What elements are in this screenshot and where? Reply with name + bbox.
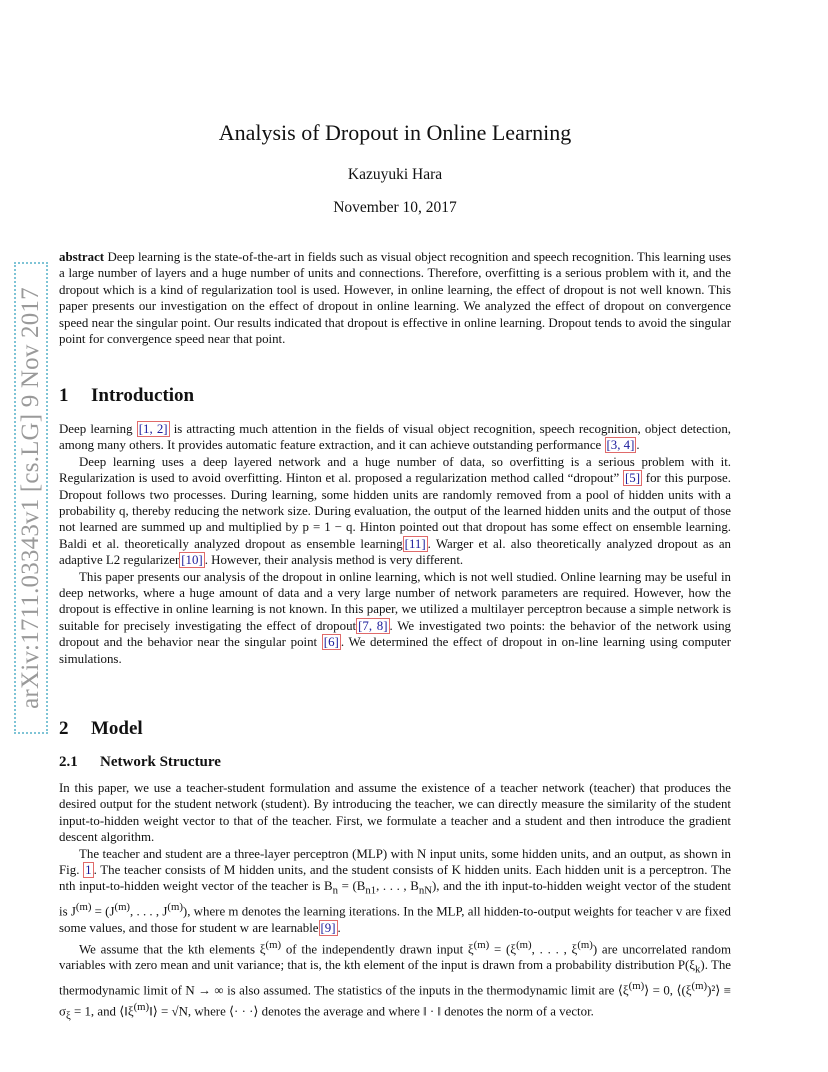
citation-link[interactable]: [10] [181,553,203,568]
abstract-label: abstract [59,250,105,264]
text-run: We assume that the kth elements ξ [79,941,266,956]
arxiv-stamp [8,262,54,734]
text-run: . Warger et al. also theoretically analyzed dropout as an adaptive L2 regularizer [59,536,731,568]
introduction-body [59,421,731,667]
text-run: Deep learning [59,422,137,436]
text-run: = (J [91,904,115,919]
text-run: of the independently drawn input ξ [281,941,474,956]
model-paragraph-3: We assume that the kth elements $\xi^{(m)}$ of the independently drawn input $\xi^{(m)} = (\xi^{(m)}$, . . . , $\xi^{(m)}$) are uncorrelated random variables with zero mean and unit variance; that is, the kth element of the input is drawn from a probability distribution $P(\xi_k)$. The thermodynamic limit of N → ∞ is also assumed. The statistics of the inputs in the thermodynamic limit are $⟨\xi^{(m)}⟩ = 0$, $⟨(\xi^{(m)})^2⟩ \equiv \sigma_\xi = 1$, and $⟨‖\xi^{(m)}‖⟩ = √N$, where ⟨· · ·⟩ denotes the average and where ‖ · ‖ denotes the norm of a vector. [59,938,732,1022]
model-paragraph-1: In this paper, we use a teacher-student formulation and assume the existence of a teacher network (teacher) that produces the desired output for the student network (student). By introducing the teacher, we can directly measure the similarity of the student input-to-hidden weight vector to that of the teacher. First, we formulate a teacher and a student and then introduce the gradient descent algorithm. [59,781,731,845]
subsection-heading-network-structure [59,754,221,771]
model-body [59,780,731,1024]
text-run: . [337,921,341,936]
abstract-block [59,249,731,347]
text-run: = (ξ [489,941,517,956]
citation-link[interactable]: [6] [323,635,339,650]
text-run: , . . . , B [376,879,419,894]
text-run: ), and the ith input-to-hidden weight vector of the student is J [59,879,732,919]
text-run: . The teacher consists of M hidden units, and the student consists of K hidden units. Each hidden unit is a perceptron. The nth input-to-hidden weight vector of the teacher is B [59,863,731,894]
text-run: , . . . , ξ [531,941,578,956]
intro-paragraph-2 [59,454,731,569]
arxiv-stamp-text: arXiv:1711.03343v1 [cs.LG] 9 Nov 2017 [17,287,44,709]
paper-title: Analysis of Dropout in Online Learning [218,120,572,145]
text-run: ) are uncorrelated random variables with zero mean and unit variance; that is, the kth element of the input is drawn from a probability distribution P(ξ [59,941,731,973]
abstract-text: Deep learning is the state-of-the-art in fields such as visual object recognition and speech recognition. This learning uses a large number of layers and a huge number of units and connections. Therefore, overfitting is a serious problem with it, and the dropout which is a kind of regularization tool is used. However, in online learning, the effect of dropout is not well known. This paper presents our investigation on the effect of dropout in online learning. We analyzed the effect of dropout on convergence speed near the singular point. Our results indicated that dropout is effective in online learning. Dropout tends to avoid the singular point for convergence speed near that point. [59,250,731,347]
text-run: = 1, and ⟨‖ξ [70,1004,134,1019]
text-run: This paper presents our analysis of the dropout in online learning, which is not well studied. Online learning may be useful in deep networks, where a huge amount of data and a very large number of network parameters are required. However, how the dropout is effective in online learning is not known. In this paper, we utilized a multilayer perceptron because a simple network is suitable for precisely investigating the effect of dropout [59,569,731,633]
text-run: ‖⟩ = √N, where ⟨· · ·⟩ denotes the average and where ‖ · ‖ denotes the norm of a vector. [149,1004,594,1019]
text-run: ), where m denotes the learning iterations. In the MLP, all hidden-to-output weights for teacher v are fixed some values, and those for student w are learnable [59,904,732,936]
text-run: )²⟩ ≡ σ [59,983,731,1019]
section-heading-model [59,718,143,740]
section-heading-introduction [59,385,194,407]
text-run: is attracting much attention in the fields of visual object recognition, speech recognition, object detection, among many others. It provides automatic feature extraction, and it can achieve outstanding performance [59,422,731,453]
section-title: Introduction [91,385,195,406]
text-run: Deep learning uses a deep layered network and a huge number of data, so overfitting is a serious problem with it. Regularization is used to avoid overfitting. Hinton et al. proposed a regularization method called “dropout” [59,454,731,486]
figure-link[interactable]: 1 [85,863,92,878]
paper-author: Kazuyuki Hara [347,166,443,183]
section-number: 1 [59,385,69,406]
citation-link[interactable]: [9] [320,921,336,936]
paper-date: November 10, 2017 [333,199,457,216]
citation-link[interactable]: [7, 8] [358,618,388,633]
subsection-title: Network Structure [100,754,221,770]
intro-paragraph-1 [59,421,731,454]
subsection-number: 2.1 [59,754,78,770]
text-run: . We investigated two points: the behavior of the network using dropout and the behavior near the singular point [59,618,731,650]
text-run: . However, their analysis method is very different. [204,553,464,568]
citation-link[interactable]: [3, 4] [606,438,635,453]
citation-link[interactable]: [1, 2] [138,422,168,436]
model-paragraph-2: The teacher and student are a three-layer perceptron (MLP) with N input units, some hidden units, and an output, as shown in Fig. 1 . The teacher consists of M hidden units, and the student consists of K hidden units. Each hidden unit is a perceptron. The nth input-to-hidden weight vector of the teacher is $B_n = (B_{n1}$, . . . , $B_{nN}$), and the ith input-to-hidden weight vector of the student is $J^{(m)} = (J^{(m)}$, . . . , $J^{(m)}$), where m denotes the learning iterations. In the MLP, all hidden-to-output weights for teacher v are fixed some values, and those for student w are learnable [9] . [59,846,732,936]
intro-paragraph-3 [59,569,731,667]
text-run: The teacher and student are a three-layer perceptron (MLP) with N input units, some hidden units, and an output, as shown in Fig. [59,846,731,878]
citation-link[interactable]: [11] [404,536,426,551]
text-run: . We determined the effect of dropout in on-line learning using computer simulations. [59,635,731,666]
text-run: = (B [338,879,366,894]
text-run: for this purpose. Dropout follows two processes. During learning, some hidden units are randomly removed from a pool of hidden units with a probability q, thereby reducing the network size. During evaluation, the output of the learned hidden units and the output of those not learned are summed up and multiplied by p = 1 − q. Hinton pointed out that dropout has some effect on ensemble learning. Baldi et al. theoretically analyzed dropout as ensemble learning [59,471,732,551]
text-run: , . . . , J [130,904,168,919]
section-title: Model [91,718,143,739]
text-run: . [636,438,640,453]
section-number: 2 [59,718,69,739]
text-run: ⟩ = 0, ⟨(ξ [644,983,692,998]
citation-link[interactable]: [5] [625,471,641,486]
text-run: ). The thermodynamic limit of N → ∞ is also assumed. The statistics of the inputs in the thermodynamic limit are ⟨ξ [59,958,732,998]
